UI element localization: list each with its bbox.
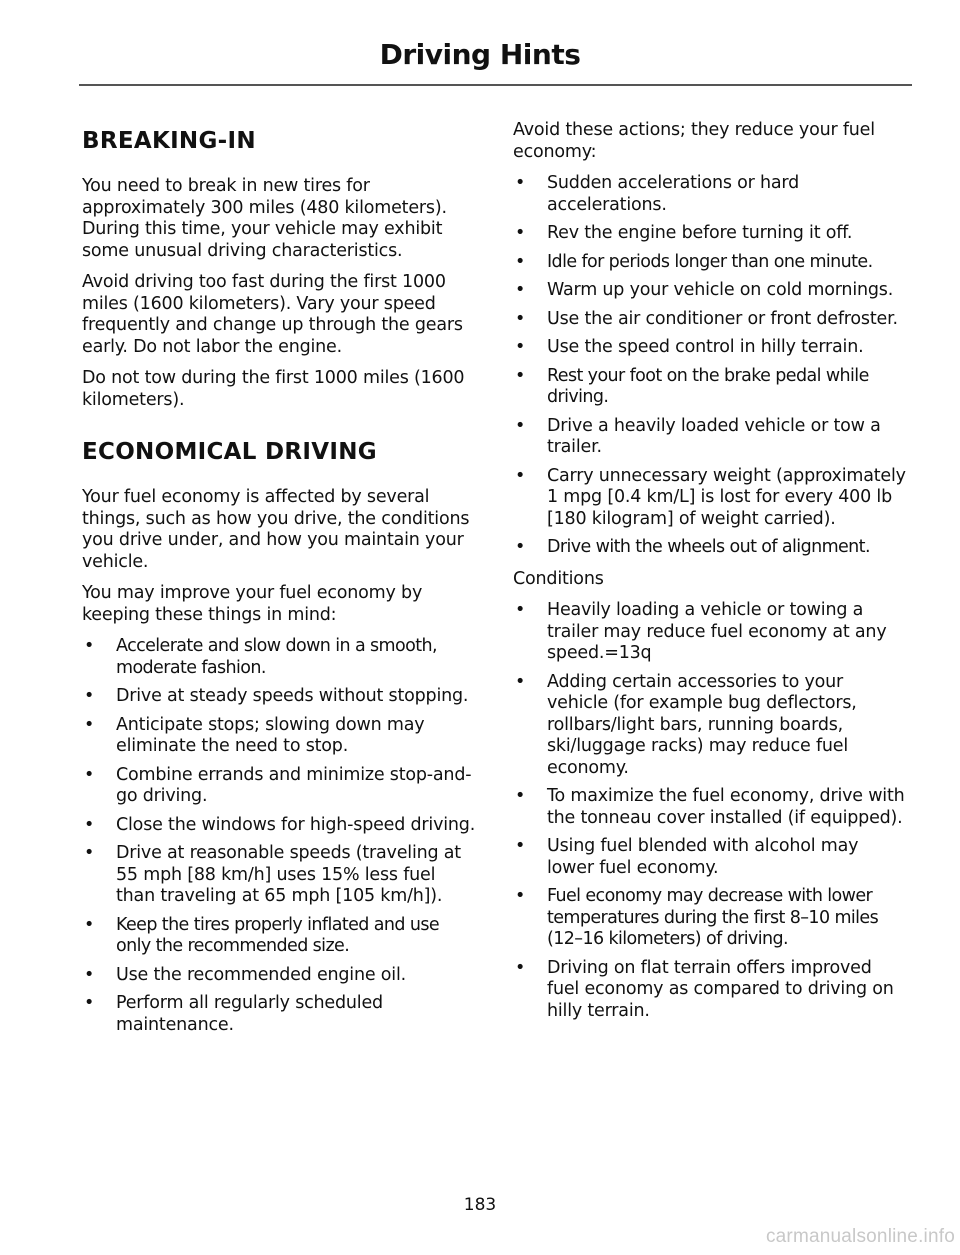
list-item-text: Use the air conditioner or front defroster. bbox=[547, 308, 898, 329]
economical-tips-list bbox=[82, 636, 477, 1036]
list-item bbox=[513, 280, 908, 302]
header-divider bbox=[79, 84, 912, 86]
breaking-in-heading: BREAKING-IN bbox=[82, 128, 256, 154]
list-item-text: Rest your foot on the brake pedal while driving. bbox=[547, 365, 869, 407]
list-item-text: Fuel economy may decrease with lower temperatures during the first 8–10 miles (12–16 kilometers) of driving. bbox=[547, 886, 879, 949]
economical-paragraph-2: You may improve your fuel economy by keeping these things in mind: bbox=[82, 583, 423, 625]
list-item bbox=[82, 765, 477, 808]
bullet-icon: • bbox=[84, 964, 95, 985]
list-item bbox=[82, 686, 477, 708]
list-item-text: Drive at steady speeds without stopping. bbox=[116, 686, 469, 706]
list-item-text: Drive a heavily loaded vehicle or tow a trailer. bbox=[547, 415, 881, 457]
list-item-text: Anticipate stops; slowing down may eliminate the need to stop. bbox=[116, 714, 425, 756]
breaking-in-paragraph-3: Do not tow during the first 1000 miles (1600 kilometers). bbox=[82, 368, 465, 410]
list-item bbox=[82, 636, 477, 679]
bullet-icon: • bbox=[515, 836, 526, 856]
bullet-icon: • bbox=[515, 600, 526, 620]
list-item-text: Drive with the wheels out of alignment. bbox=[547, 537, 870, 557]
list-item-text: To maximize the fuel economy, drive with the tonneau cover installed (if equipped). bbox=[547, 786, 905, 828]
avoid-actions-list bbox=[513, 173, 908, 559]
list-item-text: Keep the tires properly inflated and use only the recommended size. bbox=[116, 914, 440, 956]
list-item bbox=[513, 309, 908, 331]
list-item-text: Use the speed control in hilly terrain. bbox=[547, 337, 864, 357]
list-item bbox=[513, 958, 908, 1023]
list-item bbox=[513, 173, 908, 216]
bullet-icon: • bbox=[515, 415, 526, 436]
list-item-text: Use the recommended engine oil. bbox=[116, 964, 406, 985]
economical-paragraph-1: Your fuel economy is affected by several things, such as how you drive, the conditions you drive under, and how you maintain your vehicle. bbox=[82, 487, 470, 572]
list-item bbox=[513, 416, 908, 459]
bullet-icon: • bbox=[84, 686, 95, 706]
page-number: 183 bbox=[463, 1195, 497, 1215]
list-item-text: Carry unnecessary weight (approximately 1 mpg [0.4 km/L] is lost for every 400 lb [180 kilogram] of weight carried). bbox=[547, 465, 906, 529]
bullet-icon: • bbox=[84, 843, 95, 863]
bullet-icon: • bbox=[515, 251, 526, 272]
bullet-icon: • bbox=[515, 280, 526, 300]
list-item bbox=[513, 366, 908, 409]
breaking-in-paragraph-1: You need to break in new tires for approximately 300 miles (480 kilometers). During this time, your vehicle may exhibit some unusual driving characteristics. bbox=[82, 176, 447, 261]
avoid-actions-intro: Avoid these actions; they reduce your fuel economy: bbox=[513, 120, 875, 162]
list-item bbox=[513, 836, 908, 879]
list-item-text: Adding certain accessories to your vehicle (for example bug deflectors, rollbars/light bars, running boards, ski/luggage racks) may reduce fuel economy. bbox=[547, 671, 857, 778]
economical-driving-heading: ECONOMICAL DRIVING bbox=[82, 439, 377, 465]
bullet-icon: • bbox=[515, 308, 526, 329]
bullet-icon: • bbox=[515, 957, 526, 978]
list-item-text: Close the windows for high-speed driving. bbox=[116, 814, 476, 835]
list-item-text: Rev the engine before turning it off. bbox=[547, 223, 853, 243]
list-item bbox=[82, 965, 477, 987]
list-item bbox=[513, 466, 908, 531]
bullet-icon: • bbox=[515, 173, 526, 193]
list-item-text: Drive at reasonable speeds (traveling at 55 mph [88 km/h] uses 15% less fuel than traveling at 65 mph [105 km/h]). bbox=[116, 843, 461, 906]
list-item bbox=[513, 337, 908, 359]
bullet-icon: • bbox=[84, 636, 95, 656]
list-item bbox=[513, 252, 908, 274]
list-item-text: Sudden accelerations or hard accelerations. bbox=[547, 173, 799, 215]
list-item-text: Heavily loading a vehicle or towing a trailer may reduce fuel economy at any speed.=13q bbox=[547, 600, 887, 663]
list-item-text: Accelerate and slow down in a smooth, moderate fashion. bbox=[116, 636, 437, 678]
list-item bbox=[513, 672, 908, 780]
list-item-text: Combine errands and minimize stop-and-go driving. bbox=[116, 764, 472, 806]
watermark: carmanualsonline.info bbox=[765, 1226, 955, 1247]
breaking-in-paragraph-2: Avoid driving too fast during the first 1000 miles (1600 kilometers). Vary your speed frequently and change up through the gears early. Do not labor the engine. bbox=[82, 272, 463, 357]
list-item bbox=[82, 815, 477, 837]
list-item bbox=[82, 843, 477, 908]
list-item-text: Warm up your vehicle on cold mornings. bbox=[547, 280, 894, 300]
bullet-icon: • bbox=[515, 223, 526, 243]
list-item bbox=[513, 223, 908, 245]
bullet-icon: • bbox=[515, 365, 526, 386]
bullet-icon: • bbox=[515, 671, 526, 692]
list-item bbox=[82, 715, 477, 758]
bullet-icon: • bbox=[515, 786, 526, 806]
conditions-label: Conditions bbox=[513, 568, 604, 589]
list-item bbox=[513, 886, 908, 951]
list-item-text: Driving on flat terrain offers improved fuel economy as compared to driving on hilly terrain. bbox=[547, 957, 894, 1021]
bullet-icon: • bbox=[515, 537, 526, 557]
list-item-text: Perform all regularly scheduled maintenance. bbox=[116, 993, 383, 1035]
left-column bbox=[82, 120, 477, 1046]
list-item bbox=[513, 786, 908, 829]
page-header-title: Driving Hints bbox=[379, 38, 581, 71]
bullet-icon: • bbox=[515, 886, 526, 906]
bullet-icon: • bbox=[84, 914, 95, 935]
bullet-icon: • bbox=[84, 714, 95, 735]
bullet-icon: • bbox=[515, 465, 526, 486]
bullet-icon: • bbox=[84, 814, 95, 835]
bullet-icon: • bbox=[515, 337, 526, 357]
list-item-text: Using fuel blended with alcohol may lower fuel economy. bbox=[547, 836, 859, 878]
list-item-text: Idle for periods longer than one minute. bbox=[547, 251, 873, 272]
conditions-list bbox=[513, 600, 908, 1022]
bullet-icon: • bbox=[84, 764, 95, 785]
bullet-icon: • bbox=[84, 993, 95, 1013]
list-item bbox=[513, 537, 908, 559]
list-item bbox=[82, 915, 477, 958]
right-column bbox=[513, 120, 908, 1032]
list-item bbox=[82, 993, 477, 1036]
list-item bbox=[513, 600, 908, 665]
